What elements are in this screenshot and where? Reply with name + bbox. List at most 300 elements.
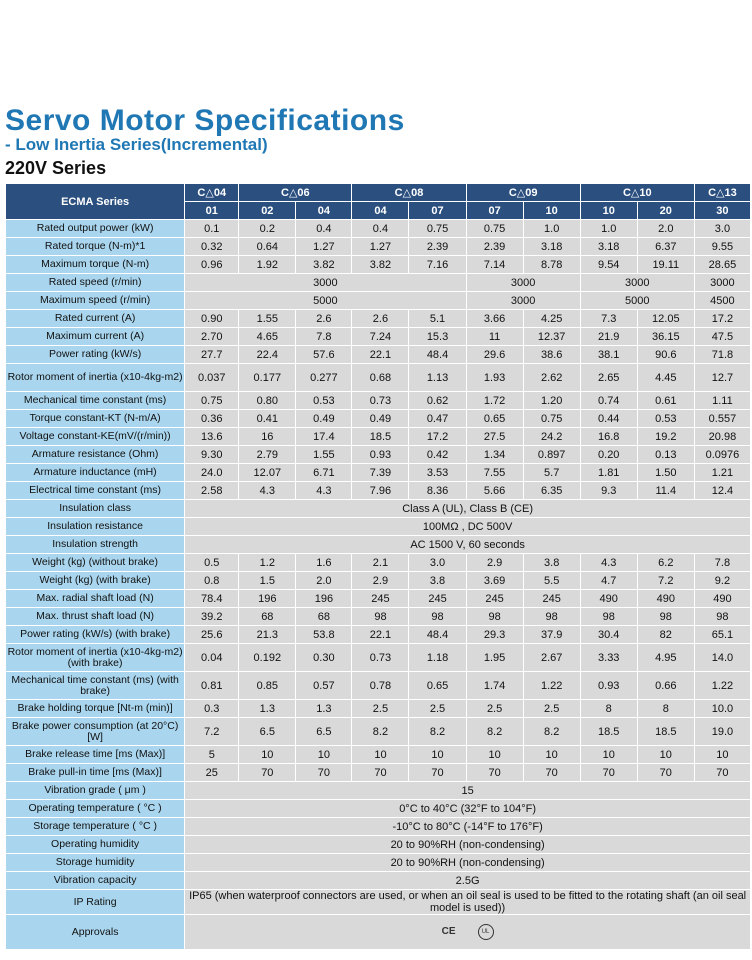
cell-value: 0.32 <box>185 238 239 256</box>
cell-value: 2.9 <box>466 554 523 572</box>
row-label: Max. radial shaft load (N) <box>6 590 185 608</box>
table-row <box>6 238 751 256</box>
table-row <box>6 644 751 672</box>
cell-value: 2.5 <box>352 700 409 718</box>
cell-value: 0.61 <box>637 392 694 410</box>
ul-mark-icon <box>478 924 494 940</box>
cell-value: 3.18 <box>580 238 637 256</box>
cell-value: 13.6 <box>185 428 239 446</box>
cell-value: 24.0 <box>185 464 239 482</box>
model-header: 10 <box>580 202 637 220</box>
cell-value: 0.5 <box>185 554 239 572</box>
cell-value: 1.22 <box>523 672 580 700</box>
cell-value: 12.07 <box>239 464 296 482</box>
cell-value: 5.66 <box>466 482 523 500</box>
cell-value: 11.4 <box>637 482 694 500</box>
cell-value: 6.5 <box>296 718 352 746</box>
cell-value: 7.96 <box>352 482 409 500</box>
table-row <box>6 872 751 890</box>
cell-value: 0.73 <box>352 644 409 672</box>
cell-value: 4.65 <box>239 328 296 346</box>
row-label: Vibration capacity <box>6 872 185 890</box>
cell-value-full: -10°C to 80°C (-14°F to 176°F) <box>185 818 751 836</box>
spec-table-body <box>6 220 751 950</box>
cell-value: 2.79 <box>239 446 296 464</box>
cell-value: 2.9 <box>352 572 409 590</box>
cell-value: 0.64 <box>239 238 296 256</box>
cert-mark-text: CE <box>441 926 456 937</box>
cell-value: 1.22 <box>694 672 750 700</box>
row-label: Mechanical time constant (ms) <box>6 392 185 410</box>
table-row <box>6 410 751 428</box>
cell-value: 0.20 <box>580 446 637 464</box>
spec-table <box>5 183 751 950</box>
group-header: C△06 <box>239 184 352 202</box>
row-label: Brake pull-in time [ms (Max)] <box>6 764 185 782</box>
cell-value: 1.21 <box>694 464 750 482</box>
cell-value: 0.85 <box>239 672 296 700</box>
cell-value: 7.39 <box>352 464 409 482</box>
cell-value: 98 <box>637 608 694 626</box>
cell-value: 4.3 <box>296 482 352 500</box>
row-label: Rated current (A) <box>6 310 185 328</box>
cell-value: 8 <box>580 700 637 718</box>
cell-value: 98 <box>352 608 409 626</box>
ce-mark-icon <box>441 926 456 937</box>
cell-value: 3.69 <box>466 572 523 590</box>
row-label: Power rating (kW/s) (with brake) <box>6 626 185 644</box>
cell-value: 48.4 <box>409 346 466 364</box>
cell-value: 0.65 <box>409 672 466 700</box>
cell-value: 14.0 <box>694 644 750 672</box>
cell-value: 36.15 <box>637 328 694 346</box>
cell-value: 0.75 <box>466 220 523 238</box>
cell-value: 3.8 <box>409 572 466 590</box>
cell-value: 0.037 <box>185 364 239 392</box>
cell-value: 9.54 <box>580 256 637 274</box>
cell-value: 10.0 <box>694 700 750 718</box>
row-label: Weight (kg) (without brake) <box>6 554 185 572</box>
cell-value: 7.8 <box>296 328 352 346</box>
cell-value: 24.2 <box>523 428 580 446</box>
cell-value: 70 <box>296 764 352 782</box>
table-row <box>6 292 751 310</box>
cell-value-full: 100MΩ , DC 500V <box>185 518 751 536</box>
row-label: Voltage constant-KE(mV/(r/min)) <box>6 428 185 446</box>
cell-value: 1.27 <box>352 238 409 256</box>
cell-value: 245 <box>523 590 580 608</box>
cell-value: 5000 <box>580 292 694 310</box>
cell-value: 30.4 <box>580 626 637 644</box>
row-label: Power rating (kW/s) <box>6 346 185 364</box>
table-row <box>6 782 751 800</box>
model-header: 10 <box>523 202 580 220</box>
table-row <box>6 836 751 854</box>
cell-value: 48.4 <box>409 626 466 644</box>
cell-value: 0.62 <box>409 392 466 410</box>
cell-value: 196 <box>239 590 296 608</box>
table-row <box>6 746 751 764</box>
cell-value: 2.6 <box>352 310 409 328</box>
cell-value: 1.93 <box>466 364 523 392</box>
cell-value: 0.73 <box>352 392 409 410</box>
cell-value: 10 <box>296 746 352 764</box>
cell-value: 70 <box>352 764 409 782</box>
cell-value: 1.11 <box>694 392 750 410</box>
cell-value: 0.49 <box>296 410 352 428</box>
table-row <box>6 518 751 536</box>
row-label: Insulation strength <box>6 536 185 554</box>
table-row <box>6 446 751 464</box>
cell-value: 0.47 <box>409 410 466 428</box>
cell-value: 4.3 <box>580 554 637 572</box>
cell-value: 5000 <box>185 292 466 310</box>
cell-value: 0.36 <box>185 410 239 428</box>
table-row <box>6 464 751 482</box>
cell-value: 0.42 <box>409 446 466 464</box>
cell-value: 12.7 <box>694 364 750 392</box>
cell-value: 1.55 <box>296 446 352 464</box>
cell-value: 9.30 <box>185 446 239 464</box>
row-label: Storage humidity <box>6 854 185 872</box>
cell-value-full: 0°C to 40°C (32°F to 104°F) <box>185 800 751 818</box>
cell-value: 12.4 <box>694 482 750 500</box>
cell-value: 98 <box>409 608 466 626</box>
cell-value: 8.36 <box>409 482 466 500</box>
row-label: Maximum torque (N-m) <box>6 256 185 274</box>
table-row <box>6 764 751 782</box>
cell-value: 70 <box>409 764 466 782</box>
table-row <box>6 818 751 836</box>
cell-value: 1.74 <box>466 672 523 700</box>
cell-value: 98 <box>523 608 580 626</box>
cell-value: 2.62 <box>523 364 580 392</box>
cell-value: 57.6 <box>296 346 352 364</box>
cell-value: 5.5 <box>523 572 580 590</box>
cell-value: 16 <box>239 428 296 446</box>
cell-value: 0.68 <box>352 364 409 392</box>
cell-value: 20.98 <box>694 428 750 446</box>
cell-value-full: AC 1500 V, 60 seconds <box>185 536 751 554</box>
cell-value: 0.30 <box>296 644 352 672</box>
cell-value: 0.74 <box>580 392 637 410</box>
cell-value: 98 <box>580 608 637 626</box>
table-row <box>6 608 751 626</box>
cell-value: 19.0 <box>694 718 750 746</box>
cell-value: 1.13 <box>409 364 466 392</box>
cell-value: 65.1 <box>694 626 750 644</box>
cell-value: 6.5 <box>239 718 296 746</box>
cell-value: 4.3 <box>239 482 296 500</box>
cell-value: 2.39 <box>466 238 523 256</box>
cell-value: 2.70 <box>185 328 239 346</box>
cell-value: 19.2 <box>637 428 694 446</box>
row-label: Rated output power (kW) <box>6 220 185 238</box>
row-label: Brake holding torque [Nt-m (min)] <box>6 700 185 718</box>
cell-value: 4.95 <box>637 644 694 672</box>
table-row <box>6 700 751 718</box>
model-header: 04 <box>296 202 352 220</box>
cell-value: 0.3 <box>185 700 239 718</box>
cell-value: 0.93 <box>352 446 409 464</box>
row-label: Vibration grade ( μm ) <box>6 782 185 800</box>
row-label: Maximum speed (r/min) <box>6 292 185 310</box>
cell-value: 1.0 <box>523 220 580 238</box>
row-label: Approvals <box>6 915 185 950</box>
cell-value-full: 20 to 90%RH (non-condensing) <box>185 836 751 854</box>
row-label: Storage temperature ( °C ) <box>6 818 185 836</box>
cell-value: 0.04 <box>185 644 239 672</box>
model-header: 20 <box>637 202 694 220</box>
cell-value: 70 <box>523 764 580 782</box>
cell-value: 10 <box>466 746 523 764</box>
cell-value: 3000 <box>185 274 466 292</box>
cell-value: 70 <box>637 764 694 782</box>
cell-value: 22.1 <box>352 346 409 364</box>
cell-value: 38.6 <box>523 346 580 364</box>
group-header: C△08 <box>352 184 466 202</box>
cell-value: 0.49 <box>352 410 409 428</box>
cell-value: 8.2 <box>523 718 580 746</box>
cell-value: 2.6 <box>296 310 352 328</box>
table-row <box>6 890 751 915</box>
cell-value: 70 <box>580 764 637 782</box>
cell-value: 7.2 <box>185 718 239 746</box>
row-label: Rotor moment of inertia (x10-4kg-m2) (with brake) <box>6 644 185 672</box>
cell-value: 2.58 <box>185 482 239 500</box>
cell-value: 19.11 <box>637 256 694 274</box>
cell-value: 25 <box>185 764 239 782</box>
cell-value: 5 <box>185 746 239 764</box>
cell-value: 1.81 <box>580 464 637 482</box>
model-header: 01 <box>185 202 239 220</box>
cell-value: 245 <box>466 590 523 608</box>
cell-value: 3000 <box>694 274 750 292</box>
cell-value: 2.1 <box>352 554 409 572</box>
table-row <box>6 500 751 518</box>
cell-value: 38.1 <box>580 346 637 364</box>
cell-value: 490 <box>694 590 750 608</box>
cell-value: 18.5 <box>637 718 694 746</box>
model-header: 07 <box>409 202 466 220</box>
cell-value: 1.3 <box>296 700 352 718</box>
cell-value: 2.65 <box>580 364 637 392</box>
cell-value: 0.8 <box>185 572 239 590</box>
cell-value: 0.65 <box>466 410 523 428</box>
cell-value: 17.4 <box>296 428 352 446</box>
cell-value: 3.82 <box>352 256 409 274</box>
cell-value: 5.7 <box>523 464 580 482</box>
cell-value: 0.1 <box>185 220 239 238</box>
cell-value: 0.277 <box>296 364 352 392</box>
cell-value: 7.55 <box>466 464 523 482</box>
cell-value: 7.8 <box>694 554 750 572</box>
cell-value: 10 <box>580 746 637 764</box>
cell-value: 28.65 <box>694 256 750 274</box>
cell-value: 1.3 <box>239 700 296 718</box>
page-title: Servo Motor Specifications <box>5 104 405 137</box>
cell-value: 0.75 <box>185 392 239 410</box>
cell-value: 29.3 <box>466 626 523 644</box>
row-label: Insulation class <box>6 500 185 518</box>
row-label: Operating temperature ( °C ) <box>6 800 185 818</box>
cell-value: 0.78 <box>352 672 409 700</box>
cell-value: 0.557 <box>694 410 750 428</box>
cell-value: 2.39 <box>409 238 466 256</box>
cell-value: 6.35 <box>523 482 580 500</box>
table-row <box>6 854 751 872</box>
cell-value: 9.55 <box>694 238 750 256</box>
cell-value: 10 <box>352 746 409 764</box>
cell-value-full: Class A (UL), Class B (CE) <box>185 500 751 518</box>
page-subtitle: - Low Inertia Series(Incremental) <box>5 135 268 154</box>
group-header: C△04 <box>185 184 239 202</box>
row-label: Operating humidity <box>6 836 185 854</box>
cell-value: 22.4 <box>239 346 296 364</box>
cell-value: 0.41 <box>239 410 296 428</box>
cell-value-full: IP65 (when waterproof connectors are used, or when an oil seal is used to be fitted to the rotating shaft (an oil seal model is used)) <box>185 890 751 915</box>
cell-value: 21.9 <box>580 328 637 346</box>
cell-value: 490 <box>580 590 637 608</box>
cell-value: 25.6 <box>185 626 239 644</box>
table-row <box>6 915 751 950</box>
cell-value: 1.0 <box>580 220 637 238</box>
row-label: Rated torque (N-m)*1 <box>6 238 185 256</box>
cell-value: 53.8 <box>296 626 352 644</box>
cell-value: 1.50 <box>637 464 694 482</box>
cell-value: 8.78 <box>523 256 580 274</box>
series-label: 220V Series <box>5 158 107 178</box>
table-row <box>6 328 751 346</box>
cell-value-full: 20 to 90%RH (non-condensing) <box>185 854 751 872</box>
table-row <box>6 428 751 446</box>
cell-value: 0.75 <box>409 220 466 238</box>
table-row <box>6 274 751 292</box>
table-row <box>6 256 751 274</box>
row-label: Mechanical time constant (ms) (with brake) <box>6 672 185 700</box>
cell-value: 0.66 <box>637 672 694 700</box>
cell-value: 70 <box>239 764 296 782</box>
cell-value: 3.82 <box>296 256 352 274</box>
table-row <box>6 392 751 410</box>
cell-value: 1.6 <box>296 554 352 572</box>
cell-value: 0.53 <box>296 392 352 410</box>
row-label: Max. thrust shaft load (N) <box>6 608 185 626</box>
cell-value: 1.55 <box>239 310 296 328</box>
cell-value: 47.5 <box>694 328 750 346</box>
row-label: Torque constant-KT (N-m/A) <box>6 410 185 428</box>
cell-value: 0.90 <box>185 310 239 328</box>
cell-value: 0.192 <box>239 644 296 672</box>
table-row <box>6 718 751 746</box>
model-header: 07 <box>466 202 523 220</box>
row-label: Brake power consumption (at 20°C) [W] <box>6 718 185 746</box>
cell-value: 7.24 <box>352 328 409 346</box>
cell-value: 7.14 <box>466 256 523 274</box>
table-row <box>6 672 751 700</box>
cell-value: 245 <box>409 590 466 608</box>
cell-value: 4500 <box>694 292 750 310</box>
cell-value: 2.5 <box>409 700 466 718</box>
group-header: C△13 <box>694 184 750 202</box>
row-label: Armature inductance (mH) <box>6 464 185 482</box>
cell-value: 9.2 <box>694 572 750 590</box>
cell-value: 6.37 <box>637 238 694 256</box>
cell-value: 0.96 <box>185 256 239 274</box>
cell-value: 4.45 <box>637 364 694 392</box>
cell-value: 2.5 <box>523 700 580 718</box>
cell-value: 3.53 <box>409 464 466 482</box>
row-label: Weight (kg) (with brake) <box>6 572 185 590</box>
cell-value: 98 <box>466 608 523 626</box>
cell-value: 18.5 <box>352 428 409 446</box>
table-row <box>6 536 751 554</box>
model-header: 30 <box>694 202 750 220</box>
cell-value: 90.6 <box>637 346 694 364</box>
cell-value: 8 <box>637 700 694 718</box>
cell-value: 2.5 <box>466 700 523 718</box>
cell-value: 2.0 <box>296 572 352 590</box>
cell-value: 0.4 <box>296 220 352 238</box>
cell-value: 7.3 <box>580 310 637 328</box>
cell-value: 0.81 <box>185 672 239 700</box>
table-row <box>6 590 751 608</box>
cell-value: 245 <box>352 590 409 608</box>
cell-value: 1.2 <box>239 554 296 572</box>
cell-value: 0.4 <box>352 220 409 238</box>
cell-value: 71.8 <box>694 346 750 364</box>
cell-value: 1.92 <box>239 256 296 274</box>
table-row <box>6 310 751 328</box>
cell-value: 7.2 <box>637 572 694 590</box>
cell-value: 1.34 <box>466 446 523 464</box>
cell-value: 10 <box>694 746 750 764</box>
cell-value: 3.0 <box>694 220 750 238</box>
cell-value: 16.8 <box>580 428 637 446</box>
row-label: Brake release time [ms (Max)] <box>6 746 185 764</box>
cell-value: 7.16 <box>409 256 466 274</box>
cell-value: 1.27 <box>296 238 352 256</box>
cell-value: 2.67 <box>523 644 580 672</box>
cell-value: 68 <box>239 608 296 626</box>
cell-value: 0.177 <box>239 364 296 392</box>
cell-value: 10 <box>409 746 466 764</box>
row-label: Rotor moment of inertia (x10-4kg-m2) <box>6 364 185 392</box>
cell-value: 2.0 <box>637 220 694 238</box>
cell-value: 8.2 <box>409 718 466 746</box>
cell-value: 196 <box>296 590 352 608</box>
row-label: Maximum current (A) <box>6 328 185 346</box>
cell-value: 3.33 <box>580 644 637 672</box>
cell-value: 0.75 <box>523 410 580 428</box>
cell-value: 1.5 <box>239 572 296 590</box>
model-header: 02 <box>239 202 296 220</box>
cell-value: 0.57 <box>296 672 352 700</box>
cell-value-full: 2.5G <box>185 872 751 890</box>
cell-value: 0.93 <box>580 672 637 700</box>
cell-value: 6.71 <box>296 464 352 482</box>
cell-value: 0.2 <box>239 220 296 238</box>
table-row <box>6 554 751 572</box>
cell-value: 4.7 <box>580 572 637 590</box>
table-row <box>6 220 751 238</box>
cell-value: 8.2 <box>466 718 523 746</box>
row-label: Insulation resistance <box>6 518 185 536</box>
cell-value: 29.6 <box>466 346 523 364</box>
group-header: C△10 <box>580 184 694 202</box>
cell-value: 3.18 <box>523 238 580 256</box>
cell-value: 1.18 <box>409 644 466 672</box>
